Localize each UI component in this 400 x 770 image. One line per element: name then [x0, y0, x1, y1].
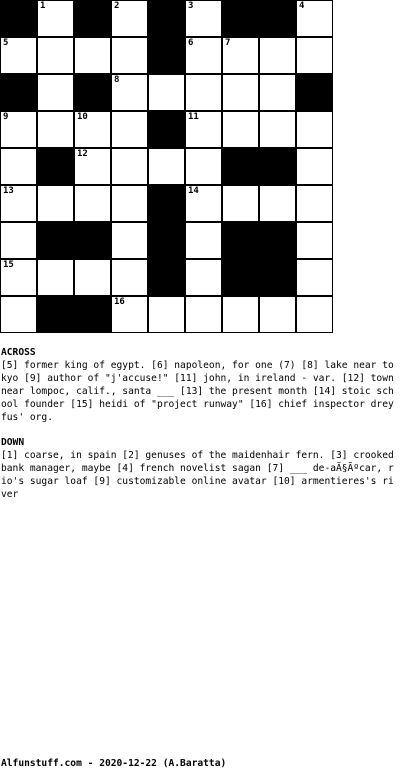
grid-answer-cell[interactable] [0, 185, 37, 222]
clue-number: 13 [3, 186, 14, 196]
grid-answer-cell[interactable] [0, 296, 37, 333]
grid-answer-cell[interactable] [185, 0, 222, 37]
grid-block-cell [222, 148, 259, 185]
grid-answer-cell[interactable] [296, 185, 333, 222]
grid-answer-cell[interactable] [111, 37, 148, 74]
grid-answer-cell[interactable] [37, 185, 74, 222]
grid-answer-cell[interactable] [111, 148, 148, 185]
grid-answer-cell[interactable] [296, 222, 333, 259]
across-clue-text: [5] former king of egypt. [6] napoleon, for one (7) [8] lake near tokyo [9] author of "j'accuse!" [11] john, in ireland - var. [12] town near lompoc, calif., santa ___ [13] the present month [14] stoic school founder [15] heidi of "project runway" [16] chief inspector dreyfus' org. [1, 360, 394, 423]
grid-answer-cell[interactable] [222, 296, 259, 333]
grid-answer-cell[interactable] [37, 0, 74, 37]
grid-answer-cell[interactable] [111, 259, 148, 296]
grid-answer-cell[interactable] [296, 37, 333, 74]
grid-answer-cell[interactable] [37, 259, 74, 296]
footer-credit: Alfunstuff.com - 2020-12-22 (A.Baratta) [1, 758, 227, 769]
down-heading: DOWN [1, 437, 25, 448]
down-clues [1, 436, 397, 501]
grid-answer-cell[interactable] [0, 111, 37, 148]
grid-answer-cell[interactable] [185, 296, 222, 333]
clue-number: 2 [114, 1, 120, 11]
grid-block-cell [259, 148, 296, 185]
grid-block-cell [74, 296, 111, 333]
clue-number: 12 [77, 149, 88, 159]
grid-answer-cell[interactable] [296, 296, 333, 333]
grid-answer-cell[interactable] [296, 148, 333, 185]
grid-block-cell [37, 148, 74, 185]
grid-block-cell [148, 259, 185, 296]
grid-answer-cell[interactable] [185, 111, 222, 148]
grid-block-cell [259, 259, 296, 296]
grid-answer-cell[interactable] [0, 148, 37, 185]
grid-answer-cell[interactable] [222, 111, 259, 148]
grid-answer-cell[interactable] [74, 148, 111, 185]
grid-answer-cell[interactable] [74, 185, 111, 222]
grid-block-cell [296, 74, 333, 111]
grid-answer-cell[interactable] [111, 111, 148, 148]
clue-number: 1 [40, 1, 46, 11]
grid-answer-cell[interactable] [74, 111, 111, 148]
grid-answer-cell[interactable] [111, 296, 148, 333]
grid-answer-cell[interactable] [185, 222, 222, 259]
grid-answer-cell[interactable] [37, 74, 74, 111]
grid-answer-cell[interactable] [259, 185, 296, 222]
grid-answer-cell[interactable] [148, 148, 185, 185]
grid-answer-cell[interactable] [296, 111, 333, 148]
grid-answer-cell[interactable] [111, 185, 148, 222]
grid-block-cell [148, 37, 185, 74]
grid-answer-cell[interactable] [259, 74, 296, 111]
clue-number: 5 [3, 38, 9, 48]
grid-block-cell [148, 111, 185, 148]
across-heading: ACROSS [1, 347, 36, 358]
across-clues [1, 346, 397, 424]
clue-number: 11 [188, 112, 199, 122]
grid-answer-cell[interactable] [185, 37, 222, 74]
grid-answer-cell[interactable] [222, 74, 259, 111]
grid-block-cell [259, 222, 296, 259]
grid-block-cell [0, 0, 37, 37]
grid-block-cell [148, 0, 185, 37]
grid-block-cell [222, 222, 259, 259]
down-clue-text: [1] coarse, in spain [2] genuses of the maidenhair fern. [3] crooked bank manager, maybe [4] french novelist sagan [7] ___ de-aÃ§Ãºcar, rio's sugar loaf [9] customizable online avatar [10] armentieres's river [1, 450, 394, 500]
clue-number: 4 [299, 1, 305, 11]
clue-number: 3 [188, 1, 194, 11]
grid-answer-cell[interactable] [222, 37, 259, 74]
grid-answer-cell[interactable] [148, 296, 185, 333]
grid-block-cell [74, 222, 111, 259]
grid-answer-cell[interactable] [74, 259, 111, 296]
grid-answer-cell[interactable] [0, 222, 37, 259]
clue-number: 9 [3, 112, 9, 122]
grid-block-cell [37, 296, 74, 333]
grid-block-cell [222, 0, 259, 37]
clue-number: 8 [114, 75, 120, 85]
grid-block-cell [259, 0, 296, 37]
grid-block-cell [74, 0, 111, 37]
clue-number: 16 [114, 297, 125, 307]
grid-block-cell [222, 259, 259, 296]
grid-answer-cell[interactable] [185, 259, 222, 296]
crossword-grid [0, 0, 334, 334]
grid-answer-cell[interactable] [111, 222, 148, 259]
grid-answer-cell[interactable] [0, 37, 37, 74]
grid-answer-cell[interactable] [148, 74, 185, 111]
grid-answer-cell[interactable] [185, 148, 222, 185]
grid-answer-cell[interactable] [37, 111, 74, 148]
clue-number: 14 [188, 186, 199, 196]
grid-answer-cell[interactable] [259, 111, 296, 148]
grid-answer-cell[interactable] [259, 296, 296, 333]
clue-number: 15 [3, 260, 14, 270]
grid-answer-cell[interactable] [111, 74, 148, 111]
grid-answer-cell[interactable] [185, 185, 222, 222]
grid-answer-cell[interactable] [259, 37, 296, 74]
grid-answer-cell[interactable] [185, 74, 222, 111]
grid-block-cell [148, 185, 185, 222]
grid-answer-cell[interactable] [37, 37, 74, 74]
clue-number: 10 [77, 112, 88, 122]
grid-answer-cell[interactable] [111, 0, 148, 37]
grid-answer-cell[interactable] [0, 259, 37, 296]
grid-block-cell [148, 222, 185, 259]
grid-answer-cell[interactable] [296, 259, 333, 296]
grid-answer-cell[interactable] [222, 185, 259, 222]
grid-block-cell [0, 74, 37, 111]
clue-number: 6 [188, 38, 194, 48]
clue-number: 7 [225, 38, 231, 48]
grid-block-cell [37, 222, 74, 259]
grid-block-cell [74, 74, 111, 111]
grid-answer-cell[interactable] [296, 0, 333, 37]
grid-answer-cell[interactable] [74, 37, 111, 74]
